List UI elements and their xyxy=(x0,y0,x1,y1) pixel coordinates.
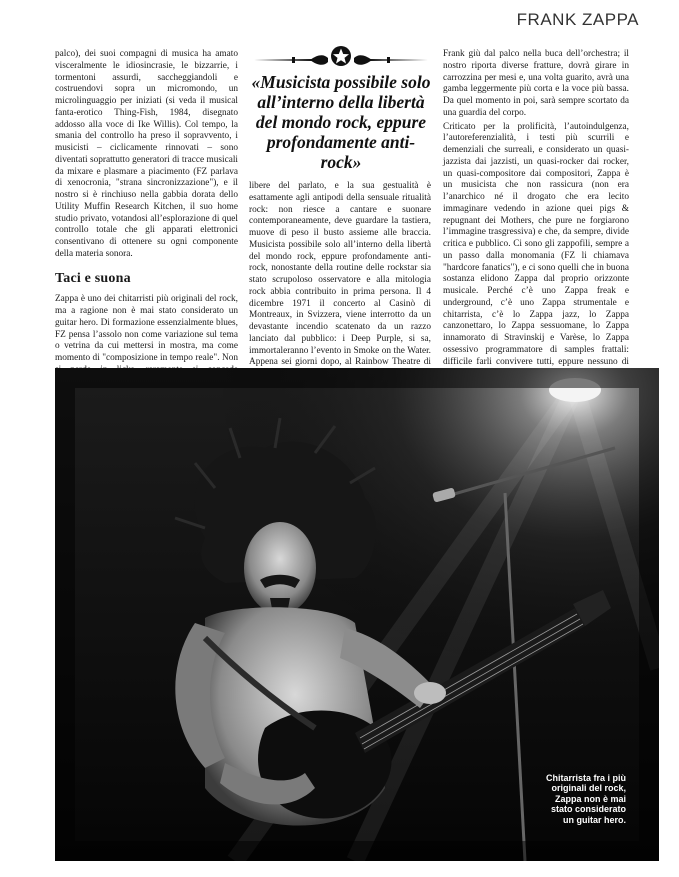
paragraph: palco), dei suoi compagni di musica ha amato visceralmente le idiosincrasie, le bizzarrie, i tormentoni assurdi, saccheggiandoli e costruendovi sopra un micromondo, un microlinguaggio per iniziati (si veda il musical fanta-erotico Thing-Fish, 1984, disegnato addosso alla voce di Ike Willis). Col tempo, la smania del controllo ha preso il sopravvento, i musicisti – ciclicamente rinnovati – sono diventati soprattutto generatori di tracce musicali da mixare e plasmare a piacimento (FZ parlava di xenocronia, "strana sincronizzazione"), e il nostro si è rinchiuso nella gabbia dorata dello Utility Muffin Research Kitchen, il suo home studio privato, votandosi all’esplorazione di quel controllo totale che gli apparati elettronici consentivano di ottenere su ogni componente della materia sonora. xyxy=(55,49,238,259)
article-column-2 xyxy=(249,181,431,383)
pull-quote: «Musicista possibile solo all’interno della libertà del mondo rock, eppure profondamente anti-rock» xyxy=(251,72,431,172)
concert-photo xyxy=(55,368,659,861)
paragraph: Zappa è uno dei chitarristi più originali del rock, ma a ragione non è mai stato considerato un guitar hero. Di formazione essenzialmente blues, FZ pensa l’assolo non come variazione sul tema o vetrina da cui mettersi in mostra, ma come momento di "composizione in tempo reale". Non xyxy=(55,294,238,363)
ornament-divider xyxy=(252,44,430,68)
section-heading: Taci e suona xyxy=(55,270,131,286)
article-column-1 xyxy=(55,49,238,414)
article-column-3 xyxy=(443,49,629,394)
paragraph: libere del parlato, e la sua gestualità è esattamente agli antipodi della sensuale ritualità rock: non riesce a cantare e suonare contemporaneamente, deve guardare la tastiera, muove di peso il busto assieme alle braccia. Musicista possibile solo all’interno della libertà del mondo rock, eppure profondamente anti-rock, nonostante della routine delle rockstar sia stato scrupoloso osservatore e alla mitologia rock abbia contribuito in prima persona. Il 4 dicembre 1971 il concerto al Casinò di Montreaux, in Svizzera, viene interrotto da un devastante incendio scatenato da un razzo lanciato dal pubblico: i Deep Purple, si sa, immortaleranno l’evento in Smoke on the Water. Appena sei giorni dopo, al Rainbow Theatre di xyxy=(249,181,431,368)
running-head: FRANK ZAPPA xyxy=(516,10,639,29)
paragraph: Criticato per la prolificità, l’autoindulgenza, l’autoreferenzialità, i testi più scurrili e demenziali che surreali, e considerato un quasi-jazzista dai jazzisti, un quasi-rocker dai rocker, un quasi-compositore dai compositori, Zappa è un musicista che non rassicura (non era l’anarchico né il drogato che era lecito immaginare vedendo in azione quei pigs & repugnant dei Mothers, che pure ne forgiarono l’immagine trasgressiva) e che, da sempre, divide critica e pubblico. Ci sono gli zappofili, sempre a un passo dalla monomania (FZ li chiamava "hardcore fanatics"), e ci sono quelli che in buona sostanza elidono Zappa dal proprio orizzonte musicale. Perché c’è uno Zappa freak e underground, c’è uno Zappa strumentale e chitarrista, c’è lo Zappa jazz, lo Zappa canzonettaro, lo Zappa sessuomane, lo Zappa innamorato di Stravinskij e Varèse, lo Zappa ossessivo programmatore di samples frattali: difficile farli convivere tutti, eppure nessuno di xyxy=(443,122,629,392)
photo-caption: Chitarrista fra i più originali del rock, Zappa non è mai stato considerato un guitar hero. xyxy=(545,772,626,825)
paragraph: Frank giù dal palco nella buca dell’orchestra; il nostro riporta diverse fratture, dovrà girare in carrozzina per mesi e, una volta guarito, avrà una gamba leggermente più corta e la voce più bassa. Da quel momento in poi, sarà sempre scortato da una guardia del corpo. xyxy=(443,49,629,118)
